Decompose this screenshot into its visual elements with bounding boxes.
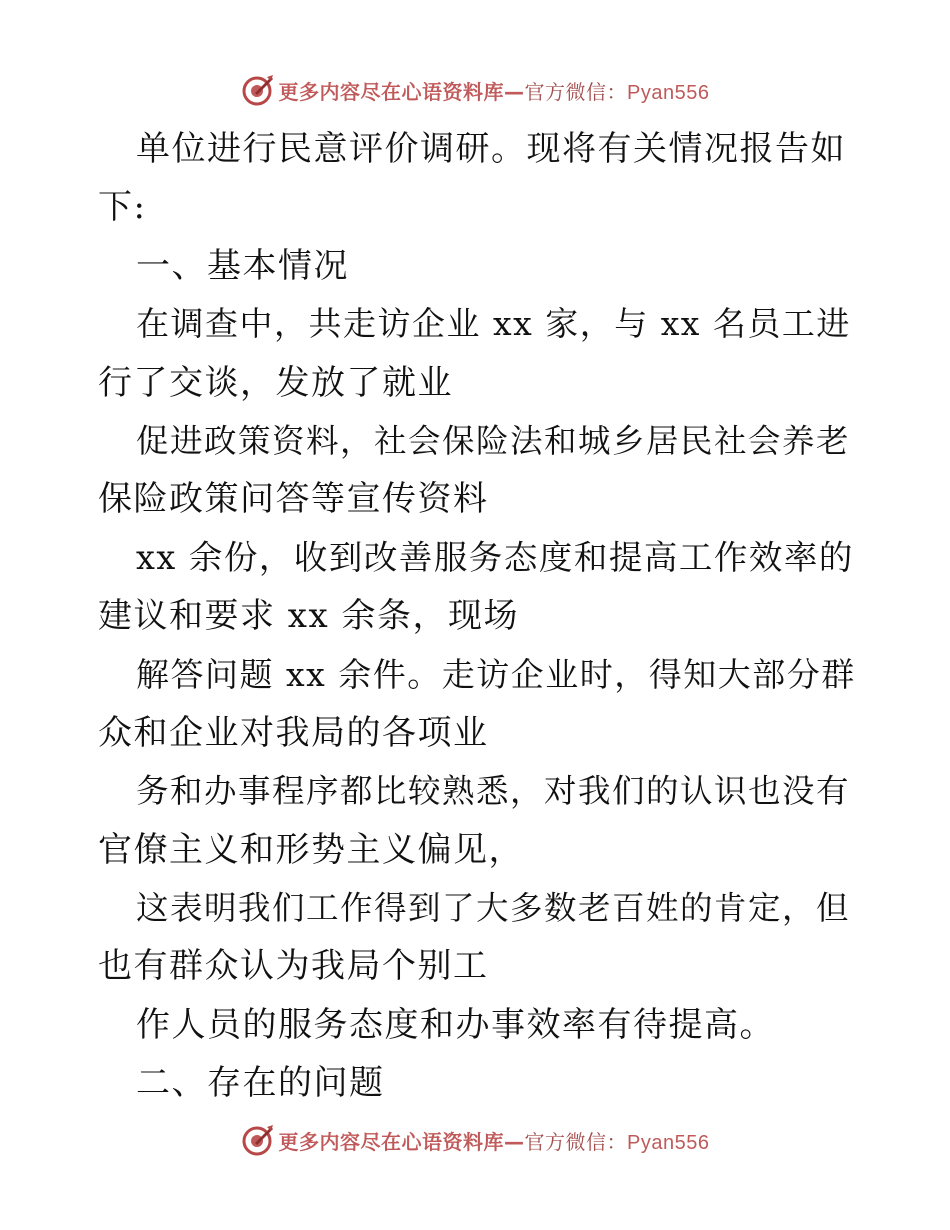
header-banner-text <box>279 76 710 105</box>
paragraph-line: xx 余份，收到改善服务态度和提高工作效率的 <box>136 537 854 577</box>
paragraph-line: 解答问题 xx 余件。走访企业时，得知大部分群 <box>136 654 856 694</box>
footer-wechat-id: Pyan556 <box>627 1131 710 1154</box>
paragraph-line: 行了交谈，发放了就业 <box>98 362 453 403</box>
paragraph-line: 务和办事程序都比较熟悉，对我们的认识也没有 <box>136 772 851 811</box>
paragraph-line: 在调查中，共走访企业 xx 家，与 xx 名员工进 <box>136 304 851 344</box>
paragraph-line: 官僚主义和形势主义偏见， <box>98 829 524 870</box>
brand-logo-icon <box>241 73 275 107</box>
footer-banner <box>0 1120 950 1160</box>
footer-wechat-label: 官方微信： <box>524 1129 628 1154</box>
section-heading: 一、基本情况 <box>136 245 349 286</box>
document-body <box>98 120 858 1113</box>
paragraph-line: 下: <box>98 187 147 228</box>
header-banner <box>0 70 950 110</box>
footer-banner-text <box>279 1126 710 1155</box>
header-wechat-id: Pyan556 <box>627 81 710 104</box>
footer-banner-dash: — <box>504 1129 525 1154</box>
brand-logo-icon <box>241 1123 275 1157</box>
paragraph-line: 这表明我们工作得到了大多数老百姓的肯定，但 <box>136 889 851 928</box>
header-banner-title: 更多内容尽在心语资料库 <box>278 79 505 104</box>
footer-banner-title: 更多内容尽在心语资料库 <box>278 1129 505 1154</box>
paragraph-line: 众和企业对我局的各项业 <box>98 712 489 753</box>
header-wechat-label: 官方微信： <box>524 79 628 104</box>
paragraph-line: 促进政策资料，社会保险法和城乡居民社会养老 <box>136 421 851 460</box>
section-heading: 二、存在的问题 <box>136 1063 385 1104</box>
paragraph-line: 作人员的服务态度和办事效率有待提高。 <box>136 1004 775 1045</box>
paragraph-line: 保险政策问答等宣传资料 <box>98 479 489 520</box>
paragraph-line: 单位进行民意评价调研。现将有关情况报告如 <box>136 129 846 169</box>
paragraph-line: 也有群众认为我局个别工 <box>98 946 489 987</box>
paragraph-line: 建议和要求 xx 余条，现场 <box>98 596 519 637</box>
header-banner-dash: — <box>504 79 525 104</box>
